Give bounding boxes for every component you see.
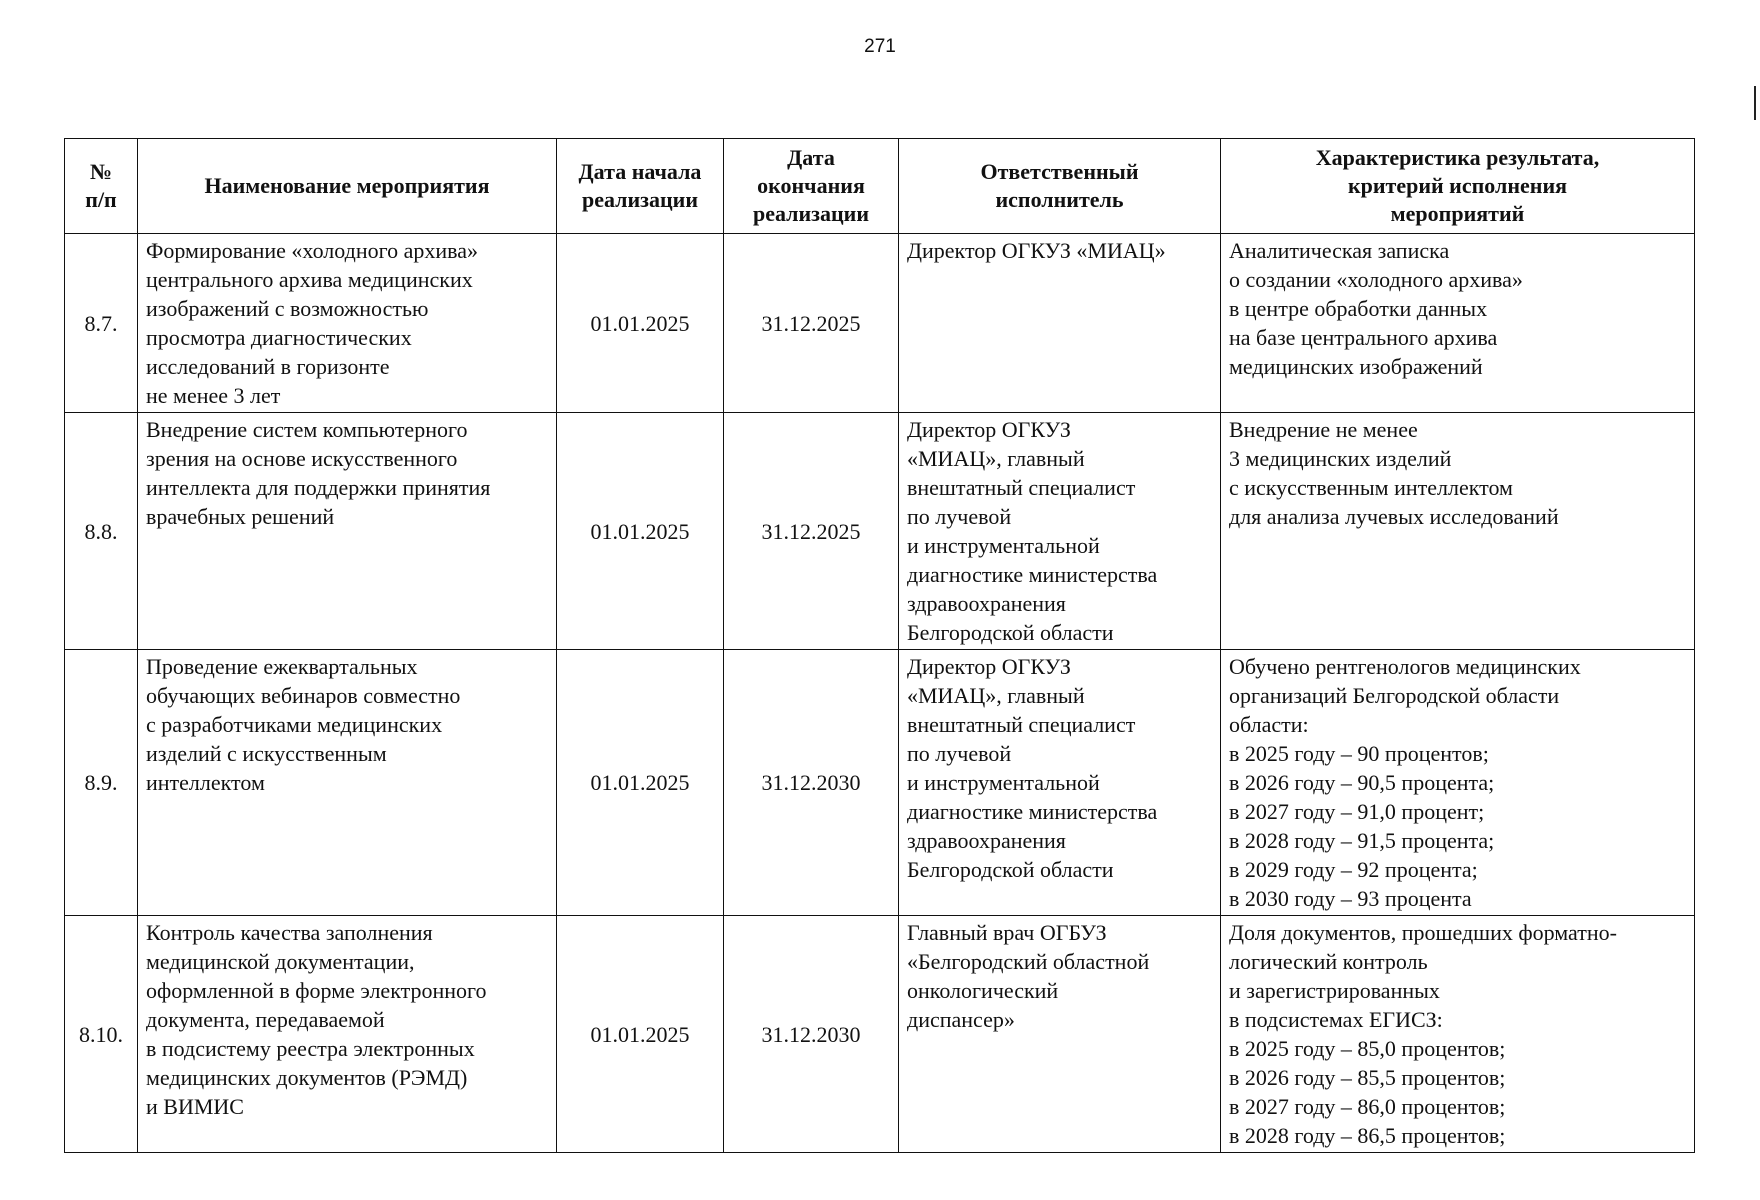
text-line: медицинских изображений: [1229, 354, 1483, 379]
text-line: Обучено рентгенологов медицинских: [1229, 654, 1581, 679]
responsible-executor: [899, 650, 1221, 916]
text-line: зрения на основе искусственного: [146, 446, 458, 471]
text-line: «МИАЦ», главный: [907, 446, 1085, 471]
activity-name: [138, 413, 557, 650]
text-line: с искусственным интеллектом: [1229, 475, 1513, 500]
text-line: Контроль качества заполнения: [146, 920, 433, 945]
text-line: Аналитическая записка: [1229, 238, 1450, 263]
text-line: не менее 3 лет: [146, 383, 281, 408]
text-line: в 2028 году – 91,5 процента;: [1229, 828, 1495, 853]
table-row: [65, 650, 1695, 916]
table-row: [65, 413, 1695, 650]
text-line: диспансер»: [907, 1007, 1015, 1032]
text-line: логический контроль: [1229, 949, 1428, 974]
responsible-executor: [899, 234, 1221, 413]
text-line: организаций Белгородской области: [1229, 683, 1560, 708]
text-line: в центре обработки данных: [1229, 296, 1488, 321]
text-line: «МИАЦ», главный: [907, 683, 1085, 708]
text-line: Дата начала: [578, 159, 702, 184]
table-row: [65, 234, 1695, 413]
end-date: 31.12.2025: [724, 234, 899, 413]
text-line: онкологический: [907, 978, 1059, 1003]
text-line: внештатный специалист: [907, 475, 1136, 500]
start-date: 01.01.2025: [557, 916, 724, 1153]
text-line: Внедрение не менее: [1229, 417, 1418, 442]
text-line: «Белгородский областной: [907, 949, 1150, 974]
text-line: медицинских документов (РЭМД): [146, 1065, 468, 1090]
text-line: Формирование «холодного архива»: [146, 238, 478, 263]
text-line: и ВИМИС: [146, 1094, 244, 1119]
end-date: 31.12.2025: [724, 413, 899, 650]
page-number: 271: [864, 36, 896, 57]
text-line: критерий исполнения: [1347, 173, 1568, 198]
result-criteria: [1221, 413, 1695, 650]
text-line: и зарегистрированных: [1229, 978, 1440, 1003]
text-line: врачебных решений: [146, 504, 335, 529]
text-line: в подсистему реестра электронных: [146, 1036, 475, 1061]
header-result: [1221, 139, 1695, 234]
text-line: 3 медицинских изделий: [1229, 446, 1452, 471]
text-line: Белгородской области: [907, 857, 1114, 882]
responsible-executor: [899, 916, 1221, 1153]
start-date: 01.01.2025: [557, 650, 724, 916]
text-line: центрального архива медицинских: [146, 267, 473, 292]
text-line: в 2025 году – 90 процентов;: [1229, 741, 1489, 766]
text-line: интеллектом: [146, 770, 265, 795]
row-number: 8.8.: [65, 413, 138, 650]
text-line: Директор ОГКУЗ: [907, 654, 1071, 679]
text-line: для анализа лучевых исследований: [1229, 504, 1559, 529]
text-line: п/п: [85, 187, 117, 212]
text-line: диагностике министерства: [907, 562, 1158, 587]
text-line: в 2027 году – 86,0 процентов;: [1229, 1094, 1506, 1119]
text-line: Директор ОГКУЗ: [907, 417, 1071, 442]
row-number: 8.9.: [65, 650, 138, 916]
text-line: о создании «холодного архива»: [1229, 267, 1523, 292]
header-end-date: [724, 139, 899, 234]
table-row: [65, 916, 1695, 1153]
text-line: медицинской документации,: [146, 949, 415, 974]
end-date: 31.12.2030: [724, 916, 899, 1153]
activity-name: [138, 916, 557, 1153]
text-line: Характеристика результата,: [1315, 145, 1600, 170]
text-line: с разработчиками медицинских: [146, 712, 443, 737]
text-line: Наименование мероприятия: [204, 173, 490, 198]
text-line: в подсистемах ЕГИСЗ:: [1229, 1007, 1443, 1032]
text-line: изображений с возможностью: [146, 296, 429, 321]
start-date: 01.01.2025: [557, 413, 724, 650]
text-line: Проведение ежеквартальных: [146, 654, 418, 679]
text-line: реализации: [581, 187, 699, 212]
text-line: по лучевой: [907, 504, 1012, 529]
text-line: диагностике министерства: [907, 799, 1158, 824]
text-line: реализации: [752, 201, 870, 226]
header-name: [138, 139, 557, 234]
text-line: области:: [1229, 712, 1309, 737]
text-line: в 2025 году – 85,0 процентов;: [1229, 1036, 1506, 1061]
text-line: обучающих вебинаров совместно: [146, 683, 461, 708]
text-line: здравоохранения: [907, 828, 1066, 853]
header-row: [65, 139, 1695, 234]
text-line: Доля документов, прошедших форматно-: [1229, 920, 1617, 945]
text-line: исполнитель: [995, 187, 1124, 212]
header-start-date: [557, 139, 724, 234]
text-line: в 2030 году – 93 процента: [1229, 886, 1472, 911]
text-line: и инструментальной: [907, 533, 1100, 558]
text-line: Главный врач ОГБУЗ: [907, 920, 1107, 945]
activity-name: [138, 650, 557, 916]
text-line: в 2026 году – 90,5 процента;: [1229, 770, 1495, 795]
text-line: Дата: [787, 145, 835, 170]
scan-edge-mark: [1754, 86, 1756, 120]
text-line: документа, передаваемой: [146, 1007, 385, 1032]
end-date: 31.12.2030: [724, 650, 899, 916]
row-number: 8.7.: [65, 234, 138, 413]
text-line: внештатный специалист: [907, 712, 1136, 737]
header-num: [65, 139, 138, 234]
text-line: Директор ОГКУЗ «МИАЦ»: [907, 238, 1166, 263]
text-line: в 2027 году – 91,0 процент;: [1229, 799, 1485, 824]
result-criteria: [1221, 650, 1695, 916]
text-line: просмотра диагностических: [146, 325, 412, 350]
start-date: 01.01.2025: [557, 234, 724, 413]
text-line: и инструментальной: [907, 770, 1100, 795]
text-line: на базе центрального архива: [1229, 325, 1498, 350]
text-line: оформленной в форме электронного: [146, 978, 487, 1003]
header-responsible: [899, 139, 1221, 234]
activities-table: [64, 138, 1695, 1153]
text-line: по лучевой: [907, 741, 1012, 766]
text-line: изделий с искусственным: [146, 741, 387, 766]
text-line: Внедрение систем компьютерного: [146, 417, 468, 442]
text-line: исследований в горизонте: [146, 354, 390, 379]
text-line: здравоохранения: [907, 591, 1066, 616]
text-line: Белгородской области: [907, 620, 1114, 645]
row-number: 8.10.: [65, 916, 138, 1153]
result-criteria: [1221, 916, 1695, 1153]
text-line: №: [89, 159, 113, 184]
text-line: в 2026 году – 85,5 процентов;: [1229, 1065, 1506, 1090]
text-line: интеллекта для поддержки принятия: [146, 475, 491, 500]
responsible-executor: [899, 413, 1221, 650]
text-line: в 2028 году – 86,5 процентов;: [1229, 1123, 1506, 1148]
text-line: мероприятий: [1390, 201, 1525, 226]
result-criteria: [1221, 234, 1695, 413]
text-line: Ответственный: [980, 159, 1139, 184]
activity-name: [138, 234, 557, 413]
text-line: окончания: [757, 173, 865, 198]
text-line: в 2029 году – 92 процента;: [1229, 857, 1478, 882]
